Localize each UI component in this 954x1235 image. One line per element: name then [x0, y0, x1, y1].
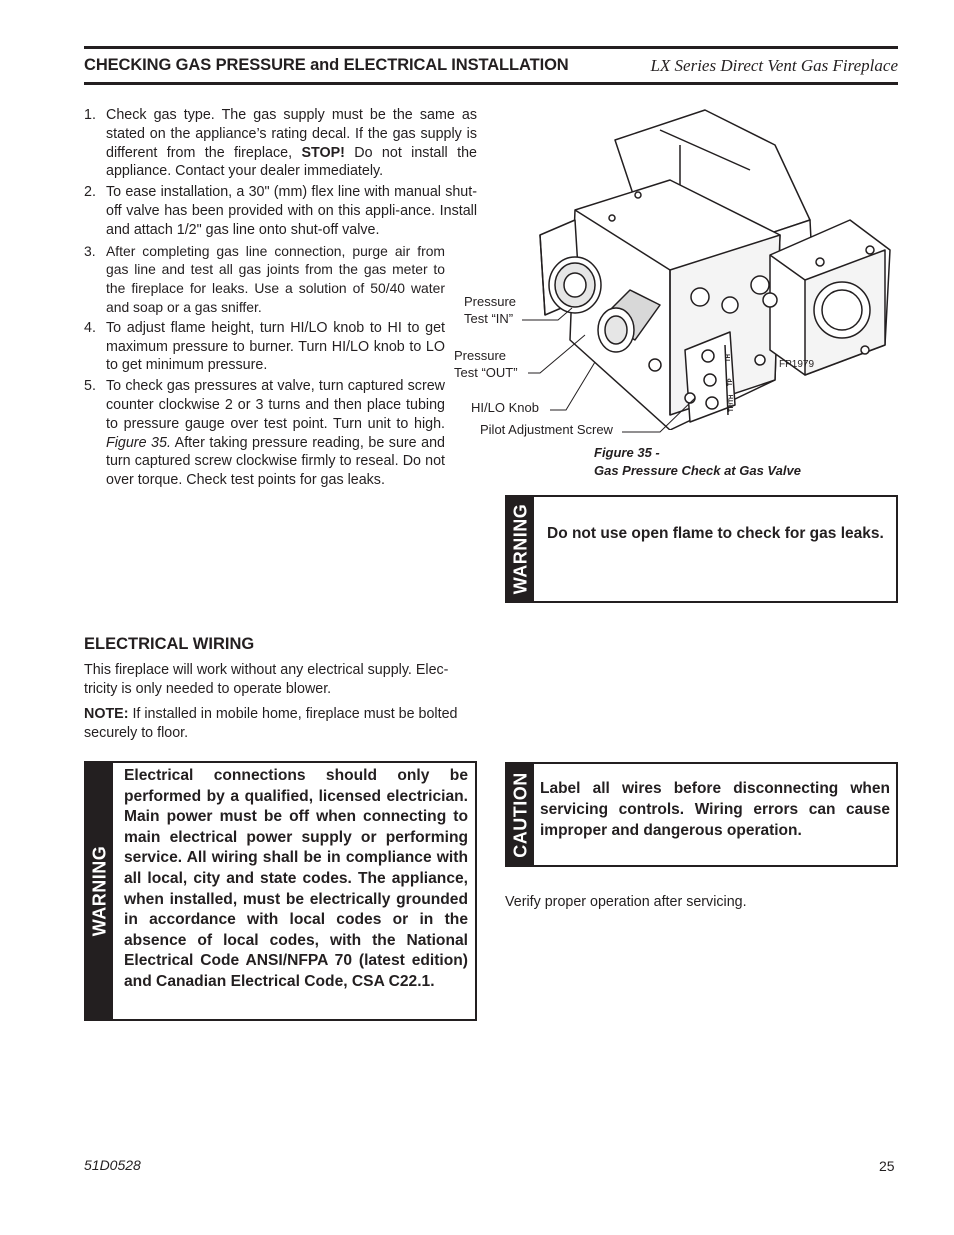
- series-title: LX Series Direct Vent Gas Fireplace: [650, 56, 898, 75]
- document-code: 51D0528: [84, 1157, 141, 1173]
- warning-tag: WARNING: [86, 763, 113, 1019]
- pressure-test-in-label: Pressure Test “IN”: [464, 294, 517, 326]
- gas-warning-text: Do not use open flame to check for gas leaks.: [547, 525, 884, 542]
- pressure-test-out-label: Pressure Test “OUT”: [454, 348, 518, 380]
- terminal-label: TH: [726, 354, 732, 362]
- step-item: 1. Check gas type. The gas supply must be the same as stated on the appliance’s rating decal. If the gas supply is different from the fireplace, STOP! Do not install the appliance. Contact your dealer immediately.: [84, 107, 477, 180]
- header-rule-top: [84, 46, 898, 49]
- page-number: 25: [879, 1158, 895, 1174]
- caution-text: Label all wires before disconnecting when servicing controls. Wiring errors can cause improper and dangerous operation.: [540, 780, 890, 839]
- electrical-paragraph: This fireplace will work without any electrical supply. Elec-tricity is only needed to operate blower.: [84, 662, 449, 697]
- step-item: 3. After completing gas line connection, purge air from gas line and test all gas joints from the gas meter to the fireplace for leaks. Use a solution of 50/40 water and soap or a gas sniffer.: [84, 242, 445, 315]
- figure-caption: Figure 35 - Gas Pressure Check at Gas Valve: [594, 445, 801, 478]
- terminal-label: TP: [728, 378, 734, 386]
- header-rule-bottom: [84, 82, 898, 85]
- verify-text: Verify proper operation after servicing.: [505, 894, 747, 910]
- page-title: CHECKING GAS PRESSURE and ELECTRICAL INSTALLATION: [84, 56, 569, 74]
- electrical-note: NOTE: If installed in mobile home, fireplace must be bolted securely to floor.: [84, 706, 458, 741]
- gas-warning-box: [505, 495, 898, 603]
- hi-lo-knob-label: HI/LO Knob: [471, 400, 539, 415]
- pilot-adjustment-label: Pilot Adjustment Screw: [480, 422, 613, 437]
- caution-box: [505, 762, 898, 867]
- electrical-wiring-heading: ELECTRICAL WIRING: [84, 635, 255, 653]
- step-item: 5. To check gas pressures at valve, turn captured screw counter clockwise 2 or 3 turns and then place tubing to pressure gauge over test point. Turn unit to high. Figure 35. After taking pressure reading, be sure and turn captured screw clockwise firmly to reseal. Do not over torque. Check test points for gas leaks.: [84, 378, 445, 489]
- step-item: 2. To ease installation, a 30" (mm) flex line with manual shut-off valve has been provided with on this appli-ance. Install and attach 1/2" gas line onto shut-off valve.: [84, 184, 477, 238]
- electrical-warning-text: Electrical connections should only be performed by a qualified, licensed electrician. Main power must be off when connecting to main electrical power supply or performing service. All wiring shall be in compliance with all local, city and state codes. The appliance, when installed, must be electrically grounded in accordance with local codes or in the absence of local codes, with the National Electrical Code ANSI/NFPA 70 (latest edition) and Canadian Electrical Code, CSA C22.1.: [124, 767, 468, 990]
- figure-code: FP1979: [779, 359, 815, 370]
- terminal-label: TP/TH: [729, 394, 735, 412]
- step-item: 4. To adjust flame height, turn HI/LO knob to HI to get maximum pressure to burner. Turn HI/LO knob to LO to get minimum pressure.: [84, 319, 445, 374]
- gas-pressure-steps: [84, 106, 477, 492]
- electrical-warning-box: [84, 761, 477, 1021]
- caution-tag: CAUTION: [507, 764, 534, 865]
- warning-tag: WARNING: [507, 497, 534, 601]
